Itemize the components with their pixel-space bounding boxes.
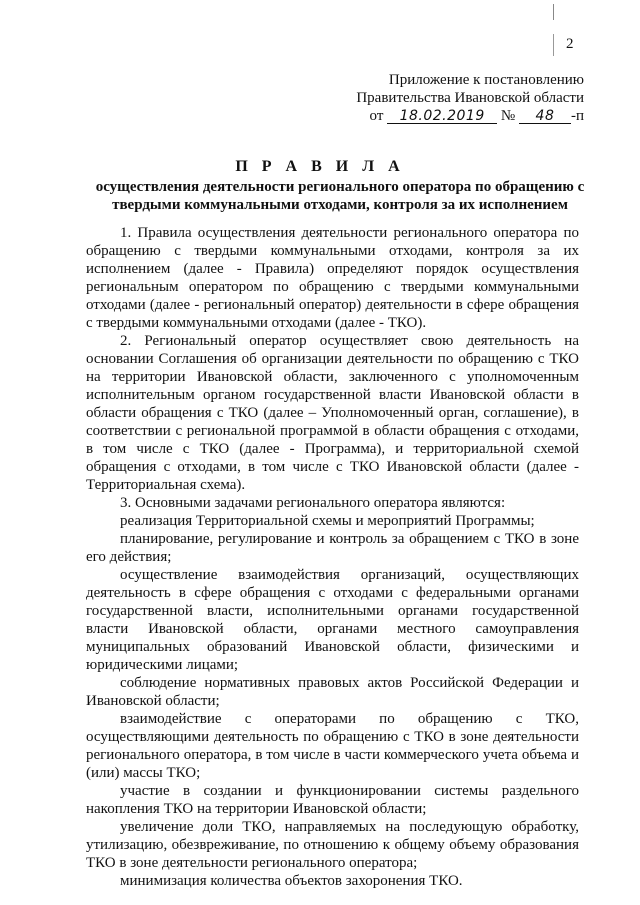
appendix-line: Приложение к постановлению bbox=[388, 72, 584, 88]
document-subtitle: осуществления деятельности регионального оператора по обращению с твердыми коммунальными отходами, контроля за их исполнением bbox=[95, 179, 585, 213]
list-item: взаимодействие с операторами по обращению с ТКО, осуществляющими деятельность по обращению с ТКО в зоне деятельности регионального оператора, в том числе в части коммерческого учета объема и (или) массы ТКО; bbox=[86, 711, 579, 781]
page-number: 2 bbox=[566, 36, 574, 52]
paragraph: 2. Региональный оператор осуществляет свою деятельность на основании Соглашения об организации деятельности по обращению с ТКО на территории Ивановской области, заключенного с уполномоченным исполнительным органом государственной власти Ивановской области в области обращения с ТКО (далее – Уполномоченный орган, соглашение), в соответствии с региональной программой в области обращения с отходами, в том числе с ТКО (далее - Программа), и территориальной схемой обращения с отходами, в том числе с ТКО Ивановской области (далее - Территориальная схема). bbox=[86, 333, 579, 493]
handwritten-number: 48 bbox=[519, 109, 571, 124]
list-item: осуществление взаимодействия организаций, осуществляющих деятельность в сфере обращения с отходами с федеральными органами государственной власти, исполнительными органами государственной власти Ивановской области, органами местного самоуправления муниципальных образований Ивановской области, физическими и юридическими лицами; bbox=[86, 567, 579, 673]
handwritten-date: 18.02.2019 bbox=[387, 109, 497, 124]
appendix-header bbox=[356, 71, 584, 125]
list-item: планирование, регулирование и контроль за обращением с ТКО в зоне его действия; bbox=[86, 531, 579, 565]
number-label: № bbox=[500, 108, 516, 124]
from-label: от bbox=[369, 108, 384, 124]
document-title: П Р А В И Л А bbox=[235, 158, 405, 175]
scan-mark bbox=[553, 4, 554, 20]
scan-mark bbox=[553, 34, 554, 56]
paragraph: 3. Основными задачами регионального оператора являются: bbox=[120, 495, 506, 511]
number-suffix: -п bbox=[570, 108, 584, 124]
list-item: участие в создании и функционировании системы раздельного накопления ТКО на территории Ивановской области; bbox=[86, 783, 579, 817]
list-item: соблюдение нормативных правовых актов Российской Федерации и Ивановской области; bbox=[86, 675, 579, 709]
appendix-line: Правительства Ивановской области bbox=[356, 90, 584, 106]
list-item: реализация Территориальной схемы и мероприятий Программы; bbox=[120, 513, 535, 529]
list-item: минимизация количества объектов захоронения ТКО. bbox=[120, 873, 463, 889]
appendix-date-line bbox=[356, 107, 584, 125]
paragraph: 1. Правила осуществления деятельности регионального оператора по обращению с твердыми коммунальными отходами, контроля за их исполнением (далее - Правила) определяют порядок осуществления региональным оператором по обращению с твердыми коммунальными отходами (далее - региональный оператор) деятельности в сфере обращения с твердыми коммунальными отходами (далее - ТКО). bbox=[86, 225, 579, 331]
list-item: увеличение доли ТКО, направляемых на последующую обработку, утилизацию, обезвреживание, по отношению к общему объему образования ТКО в зоне деятельности регионального оператора; bbox=[86, 819, 579, 871]
document-body bbox=[86, 224, 579, 890]
